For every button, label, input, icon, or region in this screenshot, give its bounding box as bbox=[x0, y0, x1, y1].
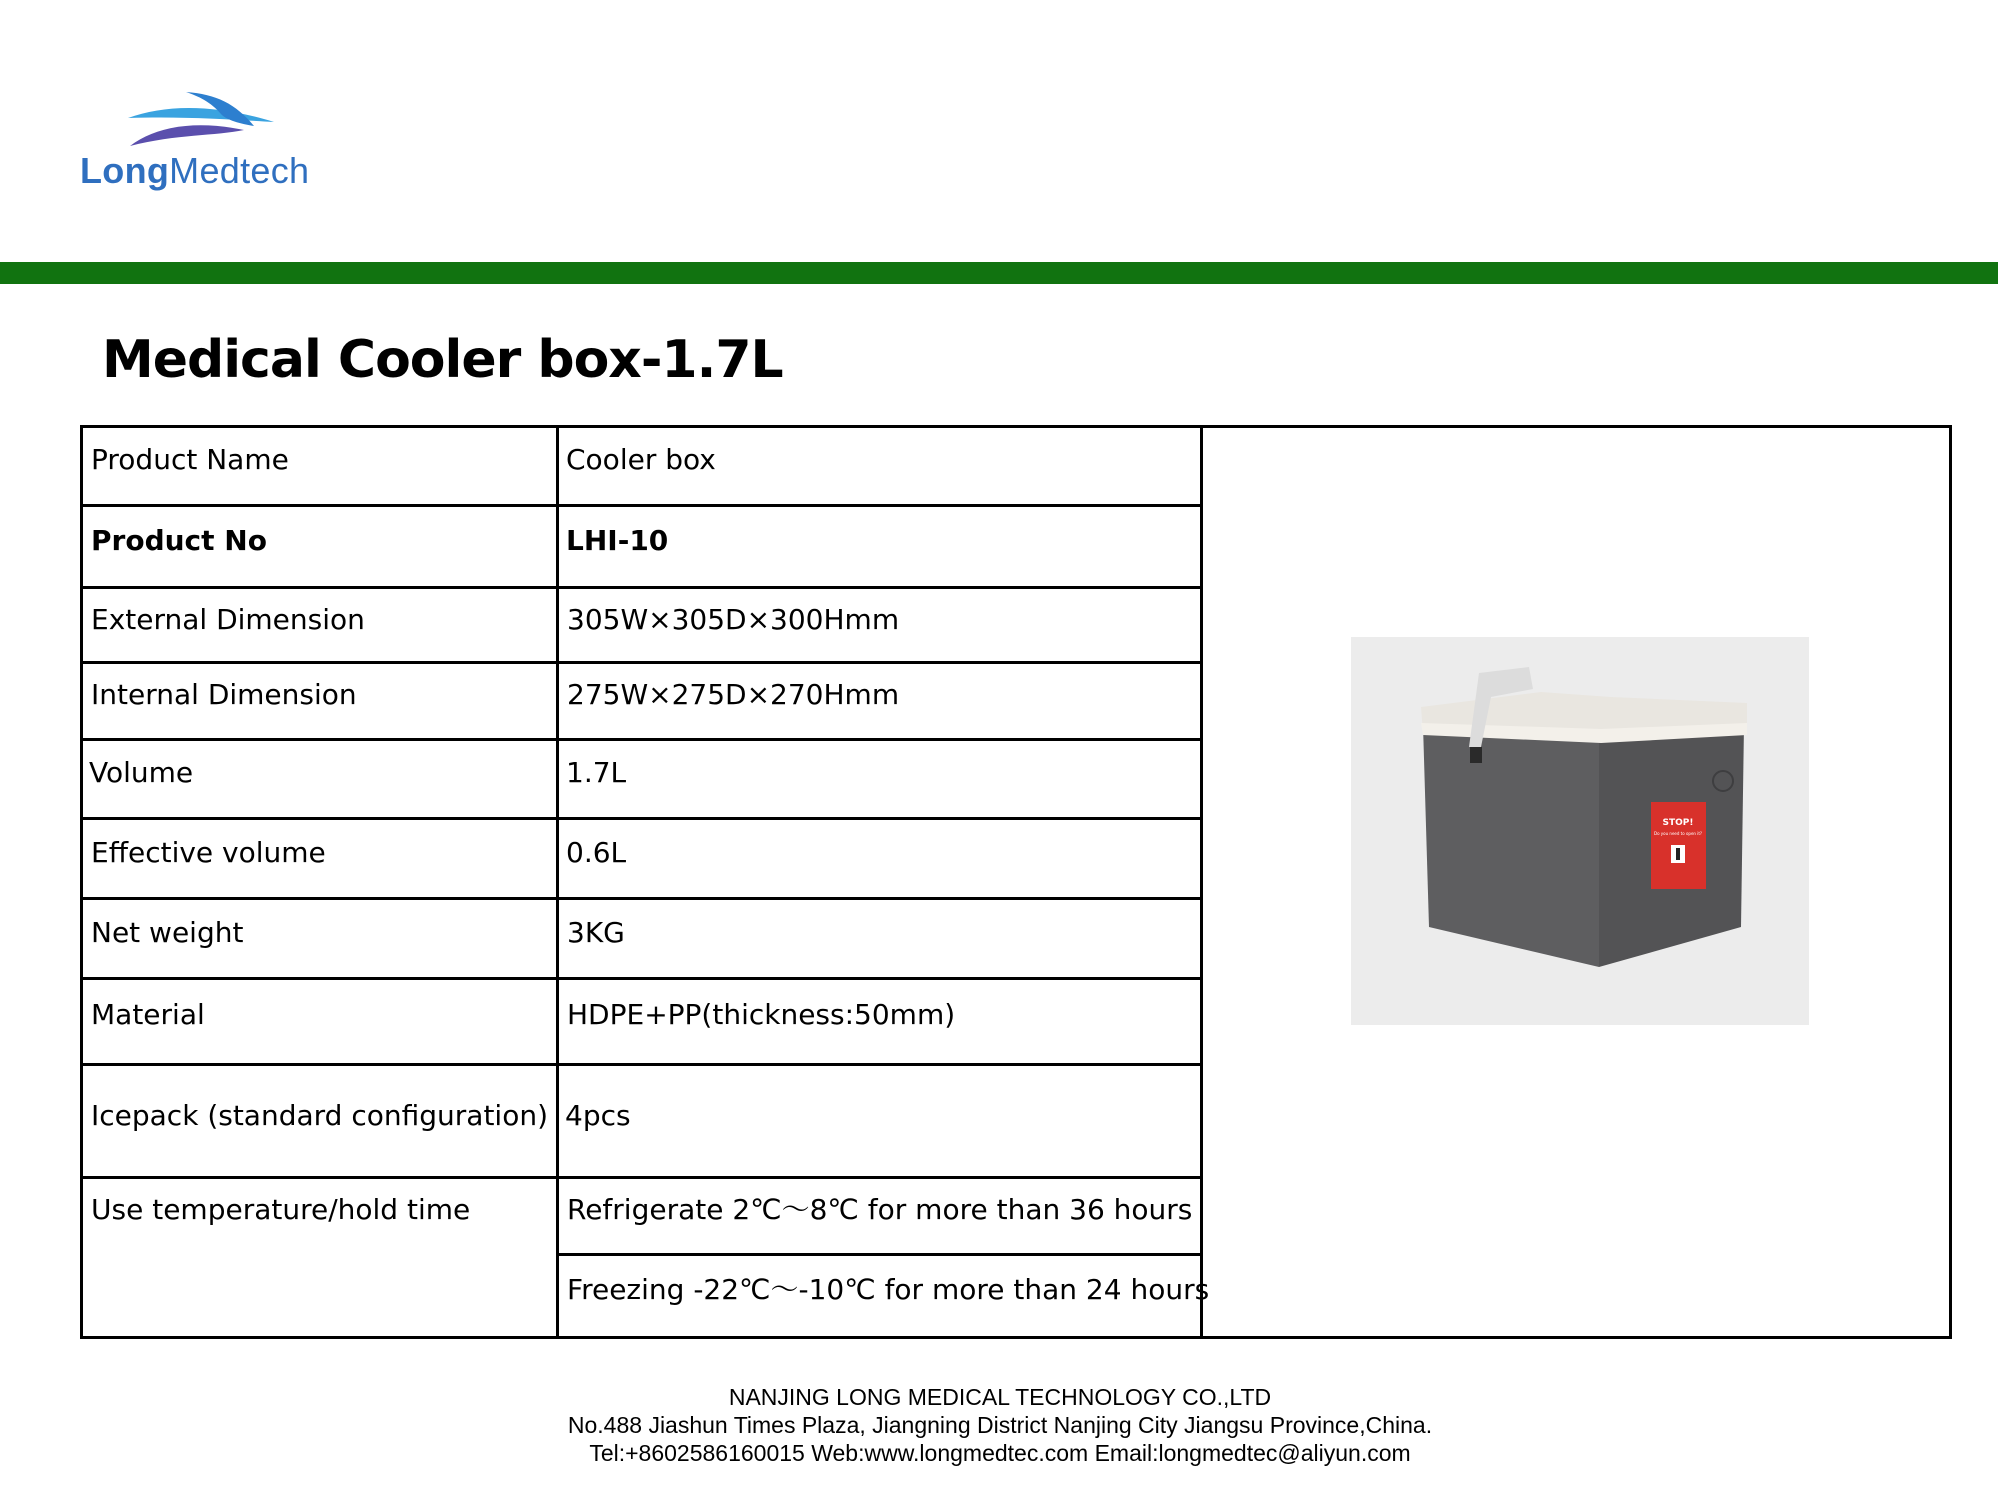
spec-value-icepack: 4pcs bbox=[565, 1099, 631, 1132]
spec-label-product-no: Product No bbox=[91, 524, 267, 557]
spec-label-external-dimension: External Dimension bbox=[91, 603, 365, 636]
spec-label-material: Material bbox=[91, 998, 205, 1031]
label-subtitle-text: Do you need to open it? bbox=[1653, 831, 1703, 836]
spec-value-freezing: Freezing -22℃～-10℃ for more than 24 hours bbox=[567, 1273, 1210, 1306]
company-logo bbox=[78, 88, 338, 198]
spec-label-volume: Volume bbox=[89, 756, 194, 789]
header-divider-bar bbox=[0, 262, 1998, 284]
row-divider bbox=[83, 1176, 1203, 1179]
row-divider bbox=[83, 817, 1203, 820]
column-divider bbox=[1200, 428, 1203, 1336]
footer-contact: Tel:+8602586160015 Web:www.longmedtec.com Email:longmedtec@aliyun.com bbox=[589, 1440, 1411, 1466]
spec-value-volume: 1.7L bbox=[566, 756, 627, 789]
spec-value-product-name: Cooler box bbox=[566, 443, 716, 476]
row-divider bbox=[83, 1063, 1203, 1066]
row-divider bbox=[83, 977, 1203, 980]
spec-label-product-name: Product Name bbox=[91, 443, 289, 476]
spec-label-effective-volume: Effective volume bbox=[91, 836, 326, 869]
row-divider bbox=[83, 504, 1203, 507]
row-divider bbox=[83, 897, 1203, 900]
spec-label-use-temperature: Use temperature/hold time bbox=[91, 1193, 471, 1226]
page-title: Medical Cooler box-1.7L bbox=[102, 330, 783, 390]
wave-logo-icon bbox=[126, 90, 276, 148]
spec-label-icepack: Icepack (standard configuration) bbox=[91, 1099, 548, 1132]
cooler-box-illustration bbox=[1351, 637, 1809, 1025]
label-stop-text: STOP! bbox=[1662, 818, 1694, 828]
logo-wordmark: LongMedtech bbox=[80, 150, 310, 191]
company-footer bbox=[0, 1383, 2000, 1467]
footer-address: No.488 Jiashun Times Plaza, Jiangning District Nanjing City Jiangsu Province,China. bbox=[567, 1412, 1433, 1438]
row-divider bbox=[556, 1253, 1203, 1256]
spec-value-external-dimension: 305W×305D×300Hmm bbox=[567, 603, 900, 636]
spec-value-product-no: LHI-10 bbox=[566, 524, 669, 557]
spec-value-internal-dimension: 275W×275D×270Hmm bbox=[567, 678, 900, 711]
spec-label-internal-dimension: Internal Dimension bbox=[91, 678, 357, 711]
spec-value-effective-volume: 0.6L bbox=[566, 836, 627, 869]
spec-value-material: HDPE+PP(thickness:50mm) bbox=[567, 998, 956, 1031]
spec-label-net-weight: Net weight bbox=[91, 916, 244, 949]
row-divider bbox=[83, 738, 1203, 741]
product-photo bbox=[1351, 637, 1809, 1025]
column-divider bbox=[556, 428, 559, 1336]
footer-company-name: NANJING LONG MEDICAL TECHNOLOGY CO.,LTD bbox=[728, 1384, 1272, 1410]
spec-value-refrigerate: Refrigerate 2℃～8℃ for more than 36 hours bbox=[567, 1193, 1193, 1226]
row-divider bbox=[83, 586, 1203, 589]
row-divider bbox=[83, 661, 1203, 664]
spec-value-net-weight: 3KG bbox=[567, 916, 625, 949]
